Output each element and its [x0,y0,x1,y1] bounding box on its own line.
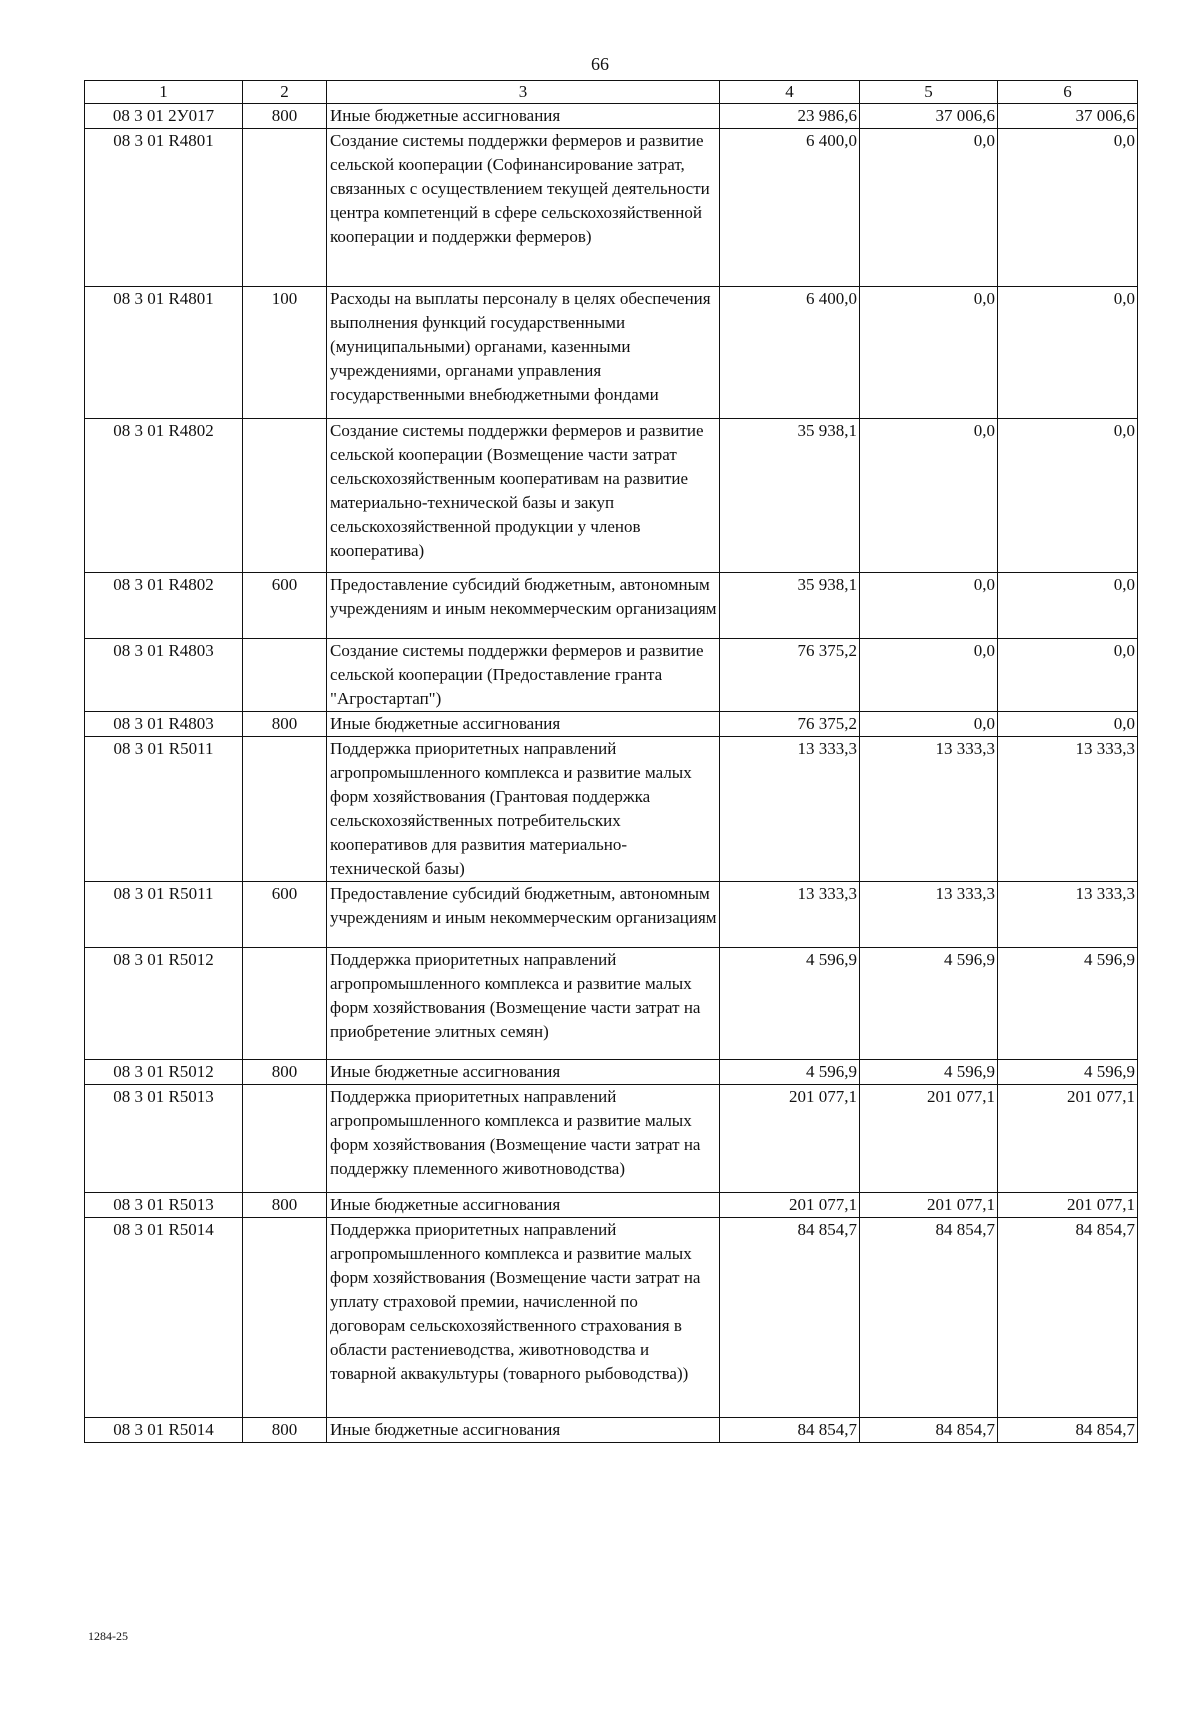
table-row [85,948,1138,1060]
row-code-cell: 08 3 01 R5012 [85,1060,243,1085]
table-row [85,129,1138,287]
page-number: 66 [591,54,609,74]
row-value-col4-cell: 13 333,3 [720,882,860,948]
row-value-col6-cell: 0,0 [998,129,1138,287]
row-code-cell: 08 3 01 R5012 [85,948,243,1060]
column-header-2: 2 [243,81,327,104]
row-value-col4-cell: 4 596,9 [720,1060,860,1085]
row-code-cell: 08 3 01 R4803 [85,712,243,737]
row-description-cell: Иные бюджетные ассигнования [327,712,720,737]
row-description-cell: Поддержка приоритетных направлений агропромышленного комплекса и развитие малых форм хозяйствования (Возмещение части затрат на поддержку племенного животноводства) [327,1085,720,1193]
row-value-col6-cell: 84 854,7 [998,1218,1138,1418]
row-value-col4-cell: 201 077,1 [720,1085,860,1193]
row-value-col5-cell: 0,0 [860,287,998,419]
row-value-col5-cell: 13 333,3 [860,737,998,882]
row-value-col5-cell: 13 333,3 [860,882,998,948]
row-expense-type-cell: 800 [243,1418,327,1443]
row-code-cell: 08 3 01 R5013 [85,1085,243,1193]
row-expense-type-cell [243,419,327,573]
row-code-cell: 08 3 01 R5014 [85,1218,243,1418]
column-header-6: 6 [998,81,1138,104]
row-code-cell: 08 3 01 R4801 [85,129,243,287]
row-value-col4-cell: 76 375,2 [720,712,860,737]
row-value-col5-cell: 0,0 [860,419,998,573]
row-value-col4-cell: 13 333,3 [720,737,860,882]
table-row [85,287,1138,419]
row-expense-type-cell: 800 [243,1060,327,1085]
row-expense-type-cell [243,129,327,287]
row-description-cell: Создание системы поддержки фермеров и развитие сельской кооперации (Возмещение части затрат сельскохозяйственным кооперативам на развитие материально-технической базы и закуп сельскохозяйственной продукции у членов кооператива) [327,419,720,573]
row-description-cell: Поддержка приоритетных направлений агропромышленного комплекса и развитие малых форм хозяйствования (Возмещение части затрат на уплату страховой премии, начисленной по договорам сельскохозяйственного страхования в области растениеводства, животноводства и товарной аквакультуры (товарного рыбоводства)) [327,1218,720,1418]
row-code-cell: 08 3 01 R4803 [85,639,243,712]
table-row [85,1060,1138,1085]
table-row [85,104,1138,129]
row-value-col4-cell: 23 986,6 [720,104,860,129]
row-value-col4-cell: 4 596,9 [720,948,860,1060]
row-description-cell: Предоставление субсидий бюджетным, автономным учреждениям и иным некоммерческим организациям [327,573,720,639]
row-value-col6-cell: 13 333,3 [998,737,1138,882]
row-code-cell: 08 3 01 2У017 [85,104,243,129]
table-row [85,882,1138,948]
row-value-col5-cell: 84 854,7 [860,1418,998,1443]
row-code-cell: 08 3 01 R4802 [85,419,243,573]
row-value-col6-cell: 4 596,9 [998,948,1138,1060]
row-value-col6-cell: 201 077,1 [998,1193,1138,1218]
row-expense-type-cell [243,1085,327,1193]
row-code-cell: 08 3 01 R5011 [85,737,243,882]
table-row [85,419,1138,573]
row-expense-type-cell [243,737,327,882]
row-description-cell: Иные бюджетные ассигнования [327,1418,720,1443]
row-value-col6-cell: 4 596,9 [998,1060,1138,1085]
row-code-cell: 08 3 01 R5014 [85,1418,243,1443]
row-description-cell: Иные бюджетные ассигнования [327,1060,720,1085]
header-row [85,81,1138,104]
table-row [85,1418,1138,1443]
table-row [85,737,1138,882]
row-value-col5-cell: 0,0 [860,573,998,639]
row-value-col6-cell: 0,0 [998,712,1138,737]
column-header-4: 4 [720,81,860,104]
column-header-1: 1 [85,81,243,104]
row-description-cell: Создание системы поддержки фермеров и развитие сельской кооперации (Софинансирование затрат, связанных с осуществлением текущей деятельности центра компетенций в сфере сельскохозяйственной кооперации и поддержки фермеров) [327,129,720,287]
row-value-col5-cell: 0,0 [860,639,998,712]
row-code-cell: 08 3 01 R4802 [85,573,243,639]
row-expense-type-cell: 800 [243,104,327,129]
row-value-col5-cell: 0,0 [860,712,998,737]
row-value-col6-cell: 37 006,6 [998,104,1138,129]
row-value-col5-cell: 201 077,1 [860,1193,998,1218]
row-description-cell: Поддержка приоритетных направлений агропромышленного комплекса и развитие малых форм хозяйствования (Грантовая поддержка сельскохозяйственных потребительских кооперативов для развития материально-технической базы) [327,737,720,882]
row-value-col6-cell: 0,0 [998,419,1138,573]
table-row [85,573,1138,639]
row-expense-type-cell [243,948,327,1060]
row-expense-type-cell: 600 [243,882,327,948]
row-value-col4-cell: 35 938,1 [720,419,860,573]
column-header-3: 3 [327,81,720,104]
row-description-cell: Поддержка приоритетных направлений агропромышленного комплекса и развитие малых форм хозяйствования (Возмещение части затрат на приобретение элитных семян) [327,948,720,1060]
row-expense-type-cell: 600 [243,573,327,639]
row-expense-type-cell: 800 [243,712,327,737]
row-description-cell: Предоставление субсидий бюджетным, автономным учреждениям и иным некоммерческим организациям [327,882,720,948]
row-description-cell: Расходы на выплаты персоналу в целях обеспечения выполнения функций государственными (муниципальными) органами, казенными учреждениями, органами управления государственными внебюджетными фондами [327,287,720,419]
row-value-col4-cell: 84 854,7 [720,1418,860,1443]
row-value-col6-cell: 0,0 [998,639,1138,712]
table-row [85,1193,1138,1218]
row-value-col6-cell: 0,0 [998,287,1138,419]
row-code-cell: 08 3 01 R5013 [85,1193,243,1218]
row-value-col6-cell: 84 854,7 [998,1418,1138,1443]
row-value-col4-cell: 76 375,2 [720,639,860,712]
row-expense-type-cell [243,1218,327,1418]
row-value-col4-cell: 6 400,0 [720,129,860,287]
row-expense-type-cell: 800 [243,1193,327,1218]
row-description-cell: Иные бюджетные ассигнования [327,104,720,129]
table-row [85,1085,1138,1193]
row-value-col4-cell: 201 077,1 [720,1193,860,1218]
document-number: 1284-25 [88,1629,128,1643]
table-row [85,1218,1138,1418]
row-description-cell: Создание системы поддержки фермеров и развитие сельской кооперации (Предоставление гранта "Агростартап") [327,639,720,712]
row-value-col5-cell: 37 006,6 [860,104,998,129]
row-code-cell: 08 3 01 R5011 [85,882,243,948]
row-description-cell: Иные бюджетные ассигнования [327,1193,720,1218]
row-value-col4-cell: 6 400,0 [720,287,860,419]
row-value-col6-cell: 201 077,1 [998,1085,1138,1193]
row-value-col5-cell: 84 854,7 [860,1218,998,1418]
row-value-col6-cell: 0,0 [998,573,1138,639]
column-header-5: 5 [860,81,998,104]
row-value-col5-cell: 4 596,9 [860,1060,998,1085]
row-value-col5-cell: 0,0 [860,129,998,287]
row-code-cell: 08 3 01 R4801 [85,287,243,419]
row-value-col6-cell: 13 333,3 [998,882,1138,948]
table-body [85,104,1138,1443]
row-value-col5-cell: 201 077,1 [860,1085,998,1193]
row-expense-type-cell: 100 [243,287,327,419]
row-value-col4-cell: 35 938,1 [720,573,860,639]
row-expense-type-cell [243,639,327,712]
table-row [85,712,1138,737]
row-value-col5-cell: 4 596,9 [860,948,998,1060]
budget-table [84,80,1138,1443]
row-value-col4-cell: 84 854,7 [720,1218,860,1418]
table-row [85,639,1138,712]
